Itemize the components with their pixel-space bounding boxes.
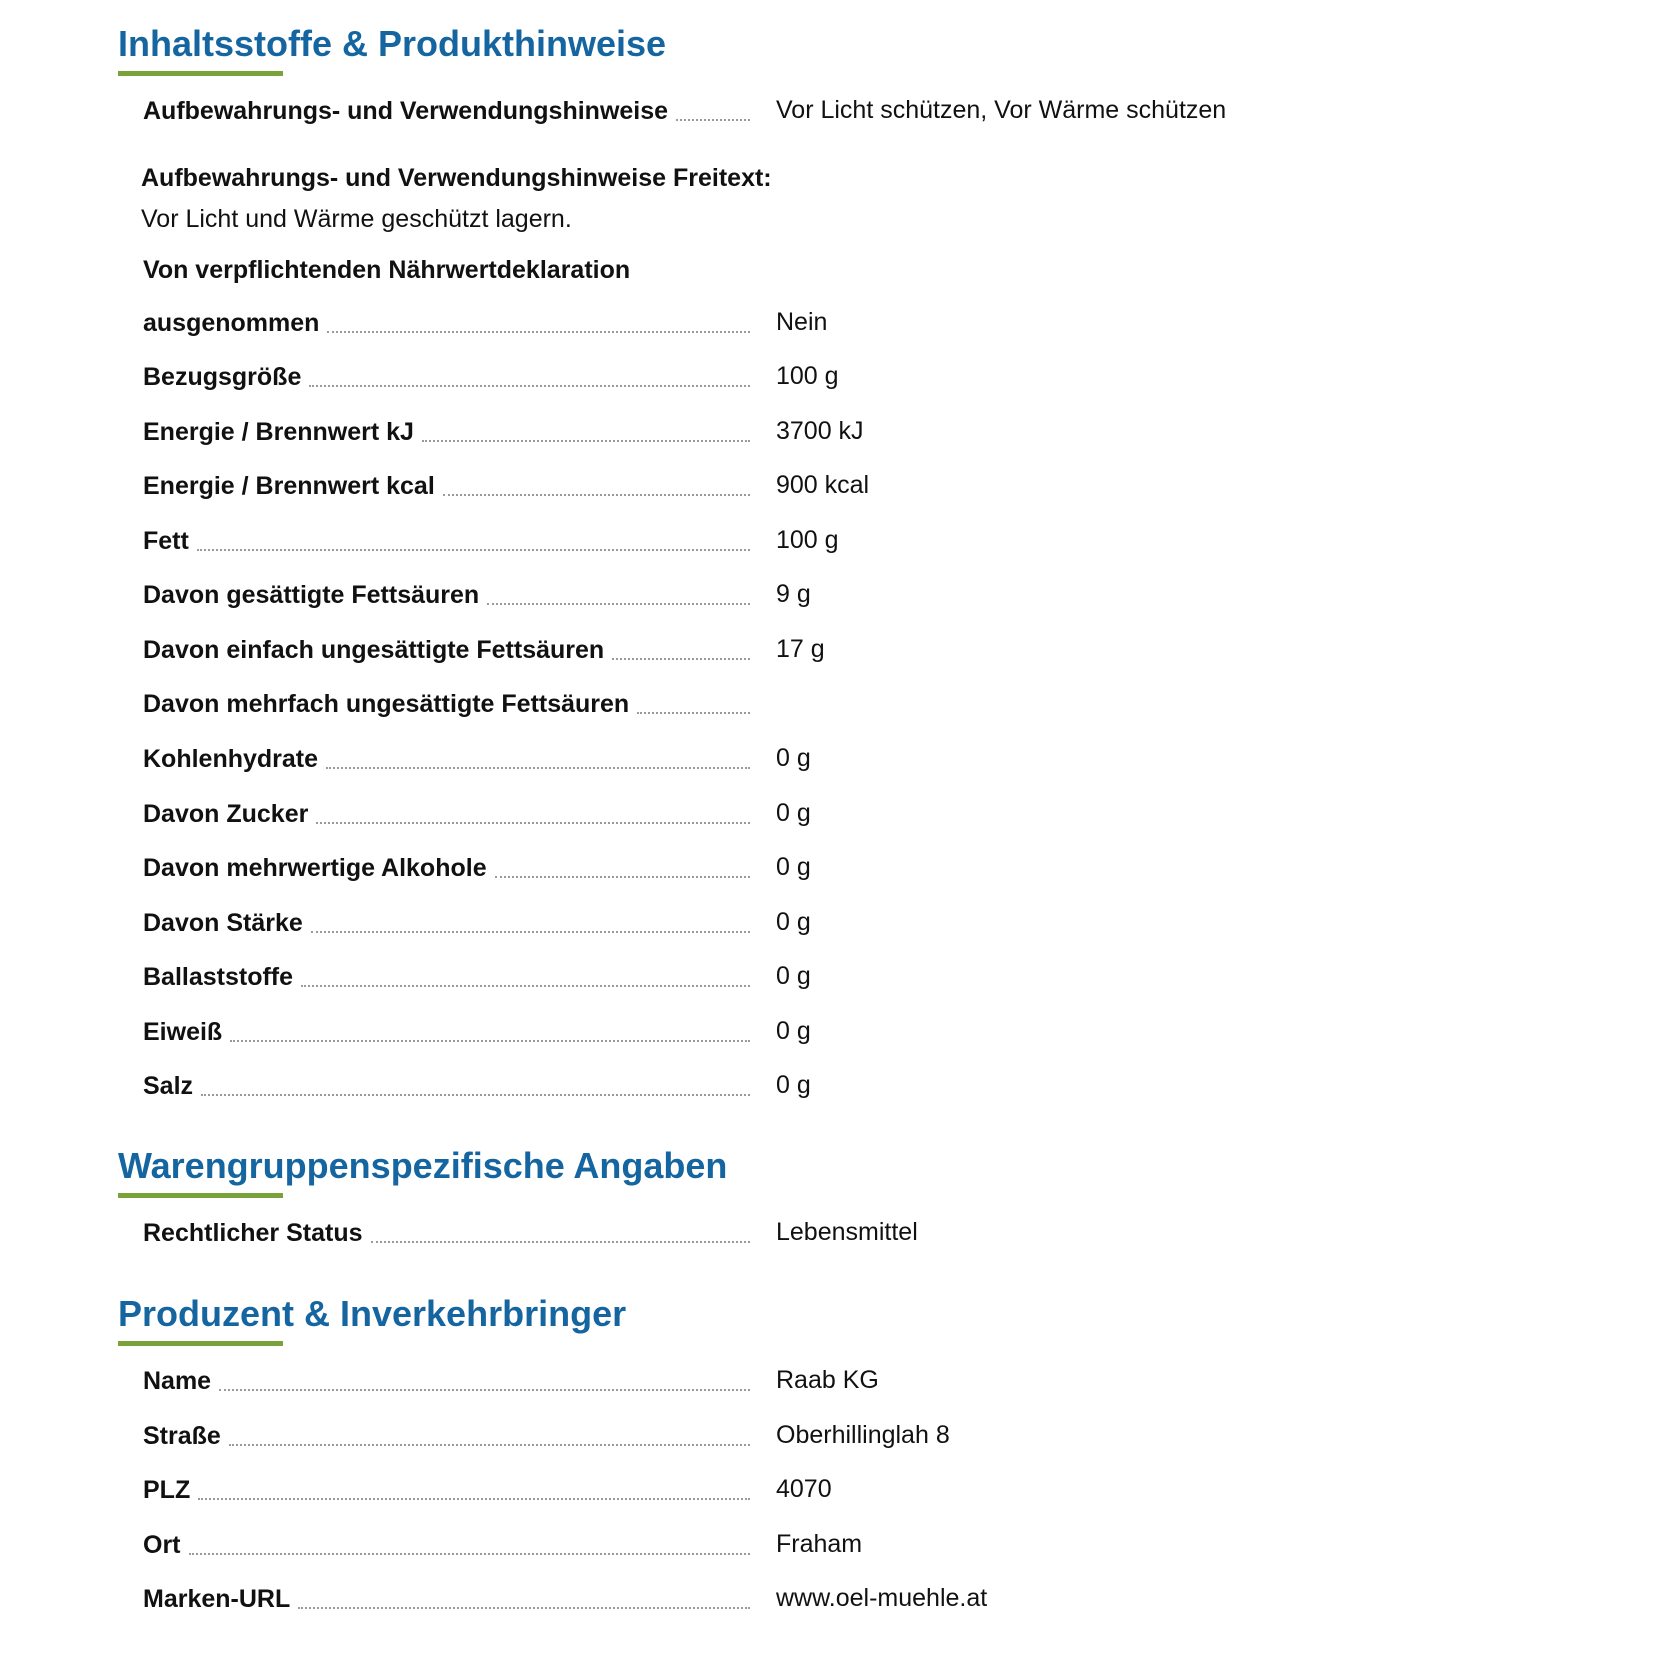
nutrition-row — [143, 358, 1443, 392]
dot-leader — [316, 822, 750, 824]
row-value: Lebensmittel — [776, 1218, 918, 1246]
nutrition-row — [143, 1067, 1443, 1101]
row-value: 100 g — [776, 526, 839, 554]
section-underline — [118, 71, 283, 76]
row-label: Energie / Brennwert kcal — [143, 472, 435, 500]
dot-leader — [198, 1498, 750, 1500]
section-title-producer: Produzent & Inverkehrbringer — [118, 1293, 627, 1334]
row-value: 0 g — [776, 1017, 811, 1045]
dot-leader — [327, 331, 750, 333]
nutrition-row — [143, 631, 1443, 665]
row-label: Fett — [143, 527, 189, 555]
dot-leader — [298, 1607, 750, 1609]
dot-leader — [371, 1241, 750, 1243]
nutrition-row — [143, 849, 1443, 883]
dot-leader — [612, 658, 750, 660]
row-value: 0 g — [776, 799, 811, 827]
producer-row — [143, 1526, 1443, 1560]
row-value: 3700 kJ — [776, 417, 864, 445]
nutrition-row — [143, 522, 1443, 556]
row-label: Salz — [143, 1072, 194, 1100]
row-storage — [143, 92, 1443, 126]
dot-leader — [189, 1553, 751, 1555]
dot-leader — [676, 119, 750, 121]
dot-leader — [309, 385, 750, 387]
dot-leader — [311, 931, 750, 933]
nutrition-row — [143, 1013, 1443, 1047]
row-label: Kohlenhydrate — [143, 745, 319, 773]
nutrition-row — [143, 467, 1443, 501]
row-label: Ballaststoffe — [143, 963, 294, 991]
row-nutrition-exempt — [143, 304, 1443, 338]
row-label: Davon Zucker — [143, 800, 309, 828]
row-value: Oberhillinglah 8 — [776, 1421, 950, 1449]
dot-leader — [422, 440, 750, 442]
section-title-ingredients: Inhaltsstoffe & Produkthinweise — [118, 23, 667, 64]
row-label: ausgenommen — [143, 309, 320, 337]
row-label: Davon gesättigte Fettsäuren — [143, 581, 480, 609]
nutrition-row — [143, 904, 1443, 938]
row-label: Straße — [143, 1422, 221, 1450]
nutrition-row — [143, 795, 1443, 829]
dot-leader — [326, 767, 750, 769]
row-label: Davon mehrfach ungesättigte Fettsäuren — [143, 690, 630, 718]
row-label: Bezugsgröße — [143, 363, 302, 391]
row-label: Energie / Brennwert kJ — [143, 418, 414, 446]
row-value: 0 g — [776, 962, 811, 990]
dot-leader — [301, 985, 750, 987]
section-underline — [118, 1341, 283, 1346]
row-label: Davon Stärke — [143, 909, 303, 937]
row-value: Nein — [776, 308, 828, 336]
row-value[interactable]: www.oel-muehle.at — [776, 1584, 988, 1612]
row-value: 17 g — [776, 635, 825, 663]
row-value: Fraham — [776, 1530, 863, 1558]
dot-leader — [637, 712, 750, 714]
storage-free-text: Vor Licht und Wärme geschützt lagern. — [141, 205, 572, 233]
row-label: Aufbewahrungs- und Verwendungshinweise — [143, 97, 669, 125]
row-value: Raab KG — [776, 1366, 879, 1394]
producer-row — [143, 1471, 1443, 1505]
row-value: 0 g — [776, 744, 811, 772]
row-value: 100 g — [776, 362, 839, 390]
producer-row — [143, 1580, 1443, 1614]
row-value: 4070 — [776, 1475, 832, 1503]
row-label: Davon einfach ungesättigte Fettsäuren — [143, 636, 605, 664]
row-value: 0 g — [776, 1071, 811, 1099]
nutrition-row — [143, 958, 1443, 992]
row-label: Eiweiß — [143, 1018, 223, 1046]
section-title-category: Warengruppenspezifische Angaben — [118, 1145, 728, 1186]
nutrition-exempt-label-line1: Von verpflichtenden Nährwertdeklaration — [143, 256, 631, 284]
nutrition-row — [143, 576, 1443, 610]
row-value: 0 g — [776, 908, 811, 936]
dot-leader — [219, 1389, 750, 1391]
row-label: Ort — [143, 1531, 181, 1559]
dot-leader — [495, 876, 750, 878]
row-value: 9 g — [776, 580, 811, 608]
dot-leader — [229, 1444, 750, 1446]
dot-leader — [487, 603, 750, 605]
row-label: Name — [143, 1367, 212, 1395]
producer-row — [143, 1417, 1443, 1451]
nutrition-row — [143, 740, 1443, 774]
row-value: 0 g — [776, 853, 811, 881]
row-label: Davon mehrwertige Alkohole — [143, 854, 487, 882]
dot-leader — [443, 494, 750, 496]
row-label: PLZ — [143, 1476, 191, 1504]
row-label: Marken-URL — [143, 1585, 291, 1613]
dot-leader — [230, 1040, 750, 1042]
producer-row — [143, 1362, 1443, 1396]
dot-leader — [197, 549, 750, 551]
section-underline — [118, 1193, 283, 1198]
row-value: Vor Licht schützen, Vor Wärme schützen — [776, 96, 1227, 124]
storage-free-label: Aufbewahrungs- und Verwendungshinweise Freitext: — [141, 164, 772, 192]
category-row — [143, 1214, 1443, 1248]
row-value: 900 kcal — [776, 471, 870, 499]
nutrition-row — [143, 413, 1443, 447]
nutrition-row — [143, 685, 1443, 719]
row-label: Rechtlicher Status — [143, 1219, 363, 1247]
dot-leader — [201, 1094, 750, 1096]
